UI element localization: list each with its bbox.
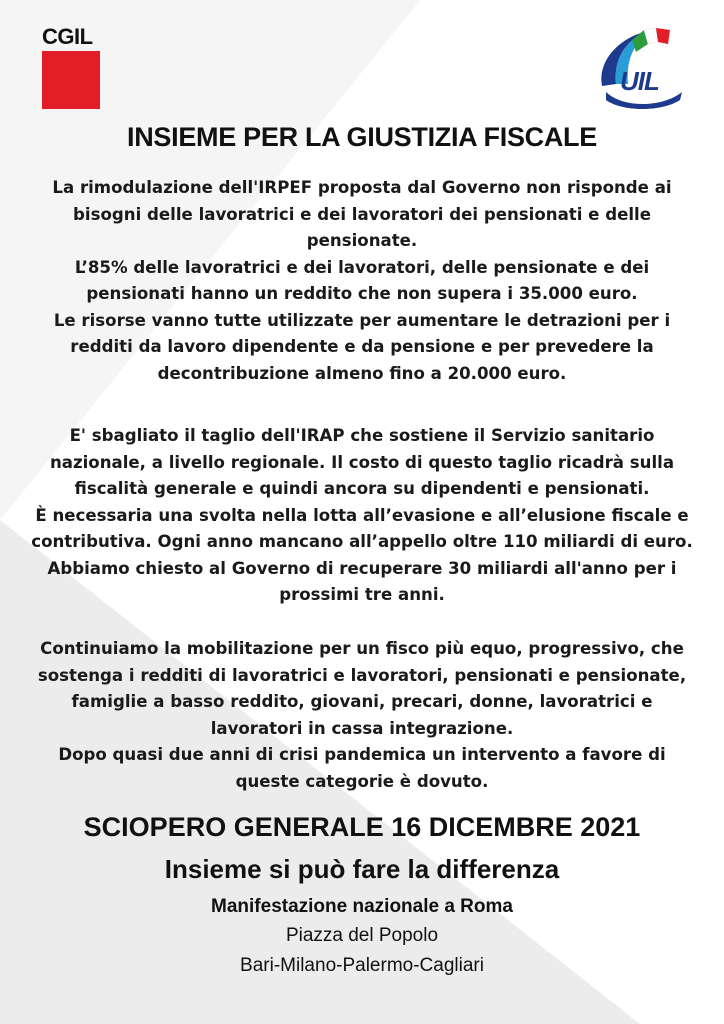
cgil-logo-square: [42, 51, 100, 109]
paragraph-2: [30, 423, 694, 609]
paragraph-line: famiglie a basso reddito, giovani, precari, donne, lavoratrici e: [71, 692, 653, 711]
paragraph-line: lavoratori in cassa integrazione.: [210, 718, 514, 738]
cgil-logo-text: CGIL: [42, 24, 93, 49]
paragraph-line: fiscalità generale e quindi ancora su dipendenti e pensionati.: [74, 479, 650, 498]
strike-headline: SCIOPERO GENERALE 16 DICEMBRE 2021: [83, 812, 641, 842]
paragraph-line: queste categorie è dovuto.: [235, 771, 489, 791]
paragraph-line: bisogni delle lavoratrici e dei lavoratori dei pensionati e delle: [73, 204, 651, 224]
paragraph-1: [30, 175, 694, 387]
paragraph-line: pensionate.: [306, 231, 418, 250]
paragraph-line: Le risorse vanno tutte utilizzate per aumentare le detrazioni per i: [53, 310, 671, 330]
paragraph-line: pensionati hanno un reddito che non supera i 35.000 euro.: [86, 284, 638, 303]
event-place: Piazza del Popolo: [285, 925, 439, 946]
paragraph-line: redditi da lavoro dipendente e da pensione e per prevedere la: [70, 337, 654, 356]
paragraph-line: sostenga i redditi di lavoratrici e lavoratori, pensionati e pensionate,: [37, 665, 687, 685]
paragraph-line: Continuiamo la mobilitazione per un fisco più equo, progressivo, che: [40, 639, 684, 658]
cgil-logo: [42, 26, 102, 109]
paragraph-line: nazionale, a livello regionale. Il costo di questo taglio ricadrà sulla: [49, 452, 675, 472]
event-cities: Bari-Milano-Palermo-Cagliari: [240, 955, 484, 976]
paragraph-line: L’85% delle lavoratrici e dei lavoratori, delle pensionate e dei: [74, 257, 650, 277]
slogan: Insieme si può fare la differenza: [164, 854, 560, 884]
paragraph-line: Dopo quasi due anni di crisi pandemica un intervento a favore di: [58, 745, 666, 764]
page-title: INSIEME PER LA GIUSTIZIA FISCALE: [127, 122, 597, 152]
paragraph-3: [30, 636, 694, 795]
uil-logo: [592, 26, 688, 110]
paragraph-line: E' sbagliato il taglio dell'IRAP che sostiene il Servizio sanitario: [69, 426, 655, 445]
paragraph-line: prossimi tre anni.: [279, 585, 445, 604]
paragraph-line: La rimodulazione dell'IRPEF proposta dal Governo non risponde ai: [52, 178, 672, 197]
paragraph-line: È necessaria una svolta nella lotta all’evasione e all’elusione fiscale e: [35, 505, 689, 525]
uil-logo-text: UIL: [620, 66, 659, 96]
paragraph-line: decontribuzione almeno fino a 20.000 euro.: [157, 363, 567, 383]
paragraph-line: Abbiamo chiesto al Governo di recuperare 30 miliardi all'anno per i: [47, 558, 677, 578]
event-title: Manifestazione nazionale a Roma: [211, 896, 513, 917]
paragraph-line: contributiva. Ogni anno mancano all’appello oltre 110 miliardi di euro.: [31, 532, 693, 551]
